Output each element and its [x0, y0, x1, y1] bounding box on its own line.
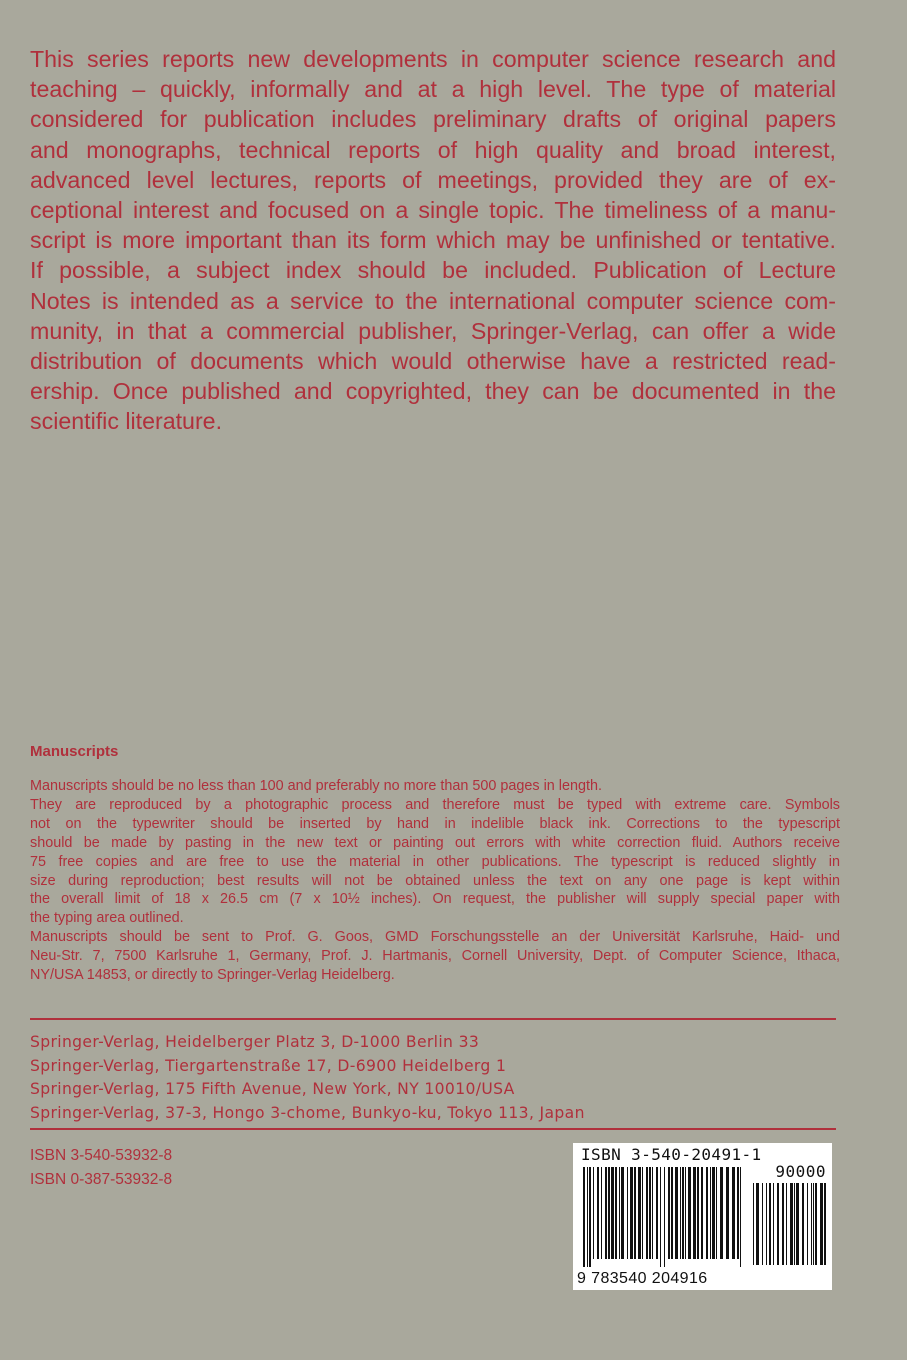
manuscripts-line: Manuscripts should be no less than 100 and preferably no more than 500 pages in length.	[30, 778, 603, 794]
barcode-bar	[605, 1167, 607, 1259]
barcode-bar	[693, 1167, 696, 1259]
barcode-addon-bar	[796, 1183, 799, 1265]
isbn-list	[30, 1144, 172, 1192]
series-line: Notes is intended as a service to the international computer science com-	[30, 287, 836, 314]
divider-top	[30, 1018, 836, 1020]
manuscripts-line: should be made by pasting in the new text or painting out errors with white correction fluid. Authors receive	[30, 834, 840, 851]
address-line: Springer-Verlag, 175 Fifth Avenue, New York, NY 10010/USA	[30, 1080, 515, 1098]
isbn-line: ISBN 0-387-53932-8	[30, 1171, 173, 1188]
barcode-bar	[688, 1167, 691, 1259]
barcode-bar	[726, 1167, 729, 1259]
barcode-addon-bar	[794, 1183, 795, 1265]
barcode-bar	[706, 1167, 708, 1259]
barcode-bar	[656, 1167, 658, 1259]
barcode-bar	[646, 1167, 648, 1259]
series-line: advanced level lectures, reports of meetings, provided they are of ex-	[30, 166, 836, 193]
barcode-bar	[732, 1167, 735, 1259]
publisher-addresses	[30, 1031, 585, 1125]
address-line: Springer-Verlag, Tiergartenstraße 17, D-6900 Heidelberg 1	[30, 1056, 507, 1075]
barcode-bar	[583, 1167, 585, 1267]
barcode-bar	[627, 1167, 628, 1259]
barcode-bar	[597, 1167, 599, 1259]
manuscripts-line: 75 free copies and are free to use the material in other publications. The typescript is reduced slightly in	[30, 853, 840, 870]
barcode-addon-bar	[782, 1183, 784, 1265]
series-line: script is more important than its form which may be unfinished or tentative.	[30, 227, 836, 254]
barcode-addon-bar	[790, 1183, 793, 1265]
manuscripts-heading: Manuscripts	[30, 743, 119, 760]
barcode-bar	[701, 1167, 703, 1259]
barcode-bar	[668, 1167, 670, 1259]
barcode-bar	[680, 1167, 681, 1259]
series-line: If possible, a subject index should be included. Publication of Lecture	[30, 257, 836, 284]
series-line: and monographs, technical reports of high quality and broad interest,	[30, 136, 836, 163]
barcode-addon-bar	[802, 1183, 804, 1265]
barcode-bar	[621, 1167, 624, 1259]
barcode-addon-bar	[811, 1183, 812, 1265]
isbn-line: ISBN 3-540-53932-8	[30, 1147, 173, 1164]
series-line: teaching – quickly, informally and at a high level. The type of material	[30, 76, 836, 103]
barcode-price-code: 90000	[775, 1162, 826, 1181]
series-line: ceptional interest and focused on a single topic. The timeliness of a manu-	[30, 197, 836, 224]
barcode-bar	[649, 1167, 651, 1259]
barcode-bar	[634, 1167, 636, 1259]
barcode-block	[573, 1143, 832, 1290]
series-line: ership. Once published and copyrighted, they can be documented in the	[30, 378, 836, 405]
manuscripts-line: size during reproduction; best results will not be obtained unless the text on any one page is kept within	[30, 872, 840, 889]
barcode-addon-bar	[777, 1183, 779, 1265]
barcode-addon-bar	[773, 1183, 774, 1265]
barcode-addon-bar	[824, 1183, 826, 1265]
manuscripts-line: Neu-Str. 7, 7500 Karlsruhe 1, Germany, Prof. J. Hartmanis, Cornell University, Dept. of Computer Science, Ithaca,	[30, 948, 840, 965]
barcode-addon-bar	[820, 1183, 823, 1265]
barcode-addon-bar	[753, 1183, 754, 1265]
barcode-bar	[740, 1167, 741, 1267]
barcode-addon-bar	[815, 1183, 817, 1265]
barcode-bar	[619, 1167, 620, 1259]
manuscripts-line: NY/USA 14853, or directly to Springer-Verlag Heidelberg.	[30, 967, 395, 984]
barcode-bar	[671, 1167, 673, 1259]
barcode-digits: 9 783540 204916	[577, 1270, 708, 1287]
barcode-bar	[660, 1167, 661, 1267]
barcode-bar	[611, 1167, 614, 1259]
barcode-bar	[630, 1167, 633, 1259]
barcode-addon-bar	[769, 1183, 771, 1265]
address-line: Springer-Verlag, 37-3, Hongo 3-chome, Bunkyo-ku, Tokyo 113, Japan	[30, 1103, 585, 1122]
barcode-addon-bar	[762, 1183, 763, 1265]
barcode-bar	[593, 1167, 594, 1259]
barcode-bar	[589, 1167, 591, 1267]
series-description	[30, 44, 836, 437]
manuscripts-line: They are reproduced by a photographic process and therefore must be typed with extreme care. Symbols	[30, 796, 840, 813]
barcode-bar	[638, 1167, 641, 1259]
barcode-isbn: ISBN 3-540-20491-1	[581, 1145, 762, 1164]
barcode-addon-bar	[786, 1183, 787, 1265]
barcode-bar	[642, 1167, 643, 1259]
barcode-bar	[712, 1167, 715, 1259]
barcode-addon-bar	[807, 1183, 808, 1265]
barcode-bar	[615, 1167, 617, 1259]
barcode-bar	[697, 1167, 699, 1259]
series-line: distribution of documents which would otherwise have a restricted read-	[30, 348, 836, 375]
barcode-bar	[601, 1167, 602, 1259]
series-line: scientific literature.	[30, 408, 223, 435]
manuscripts-line: the overall limit of 18 x 26.5 cm (7 x 10½ inches). On request, the publisher will supply special paper with	[30, 891, 840, 908]
barcode-bar	[675, 1167, 678, 1259]
barcode-bar	[682, 1167, 684, 1259]
series-line: munity, in that a commercial publisher, Springer-Verlag, can offer a wide	[30, 317, 836, 344]
barcode-addon-bar	[766, 1183, 767, 1265]
manuscripts-line: Manuscripts should be sent to Prof. G. Goos, GMD Forschungsstelle an der Universität Karlsruhe, Haid- und	[30, 929, 840, 946]
barcode-bar	[720, 1167, 723, 1259]
barcode-bar	[685, 1167, 686, 1259]
manuscripts-line: not on the typewriter should be inserted by hand in indelible black ink. Corrections to the typescript	[30, 815, 840, 832]
barcode-bar	[652, 1167, 653, 1259]
barcode-bar	[664, 1167, 665, 1267]
series-line: This series reports new developments in computer science research and	[30, 46, 836, 72]
address-line: Springer-Verlag, Heidelberger Platz 3, D-1000 Berlin 33	[30, 1033, 480, 1051]
barcode-bar	[737, 1167, 739, 1259]
divider-bottom	[30, 1128, 836, 1130]
barcode-addon-bar	[813, 1183, 814, 1265]
barcode-bar	[716, 1167, 717, 1259]
barcode-addon-bar	[756, 1183, 759, 1265]
manuscripts-body	[30, 777, 840, 985]
barcode-bar	[710, 1167, 711, 1259]
manuscripts-line: the typing area outlined.	[30, 910, 184, 927]
barcode-bar	[608, 1167, 610, 1259]
barcode-bar	[587, 1167, 588, 1267]
series-line: considered for publication includes preliminary drafts of original papers	[30, 106, 836, 133]
